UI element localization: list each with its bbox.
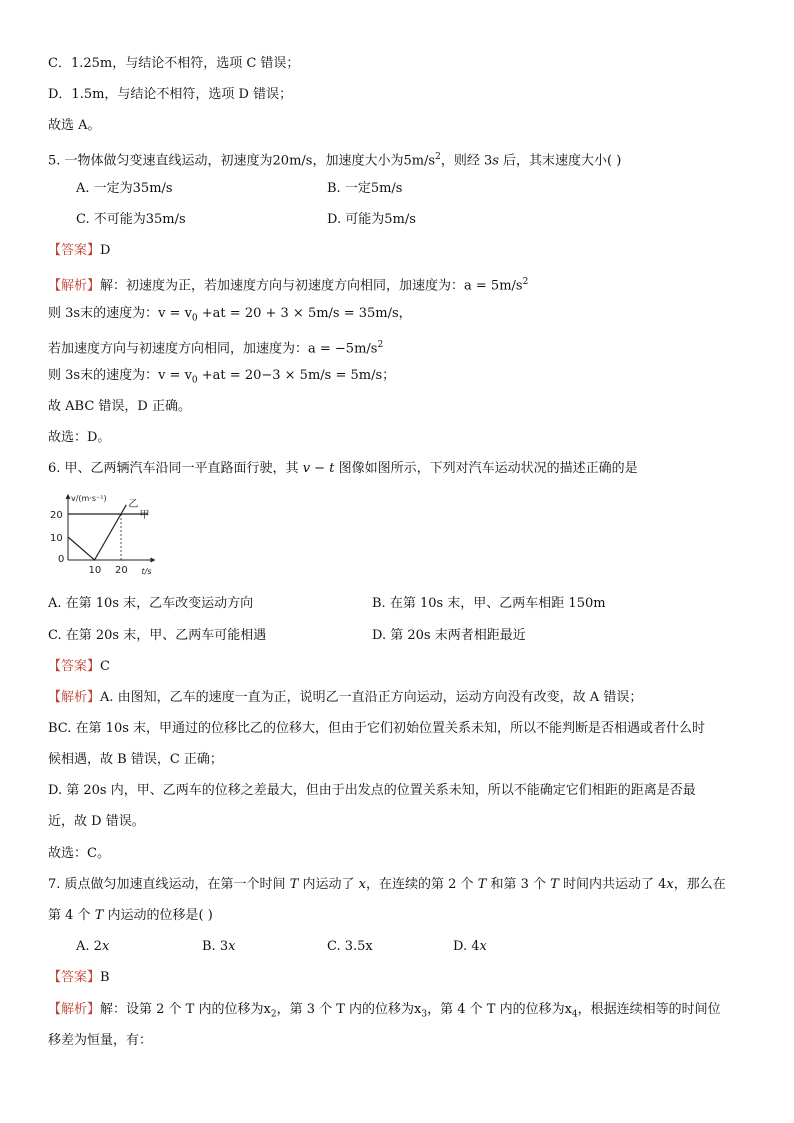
y-axis-label: v/(m·s⁻¹) (71, 493, 107, 503)
q7-option-b: B. 3x (202, 939, 236, 954)
q7-answer: 【答案】B (48, 970, 110, 985)
q5-option-c: C. 不可能为35m/s (76, 212, 186, 227)
q7-option-d: D. 4x (453, 939, 487, 954)
q5-analysis-line-5: 故 ABC 错误，D 正确。 (48, 399, 191, 414)
y-tick-label: 10 (50, 533, 63, 544)
prev-option-d-text: D．1.5m，与结论不相符，选项 D 错误； (48, 87, 293, 102)
series-label-jia: 甲 (139, 510, 150, 521)
q5-option-a: A. 一定为35m/s (76, 181, 173, 196)
x-axis-arrow (151, 558, 156, 563)
q5-analysis-line-4: 则 3s末的速度为：$v = v_0 +at = 20-3 \times 5m/s = 5m/s$； (48, 368, 396, 386)
q5-analysis-line-1: 【解析】解：初速度为正，若加速度方向与初速度方向相同，加速度为：$a = 5m/s^2$ (48, 277, 529, 294)
q6-stem: 6. 甲、乙两辆汽车沿同一平直路面行驶，其 v − t 图像如图所示，下列对汽车运动状况的描述正确的是 (48, 461, 638, 476)
series-line-yi (68, 505, 126, 560)
q6-analysis-line-5: 近，故 D 错误。 (48, 814, 145, 829)
q7-stem-line-1: 7. 质点做匀加速直线运动，在第一个时间 T 内运动了 x，在连续的第 2 个 T 和第 3 个 T 时间内共运动了 4x，那么在 (48, 877, 726, 892)
q5-analysis-line-6: 故选：D。 (48, 430, 111, 445)
q7-analysis-line-1: 【解析】解：设第 2 个 T 内的位移为$x_2$，第 3 个 T 内的位移为$x_3$，第 4 个 T 内的位移为$x_4$，根据连续相等的时间位 (48, 1002, 721, 1020)
q7-option-c: C. 3.5x (327, 939, 373, 954)
q5-answer: 【答案】D (48, 243, 111, 258)
q7-analysis-line-2: 移差为恒量，有： (48, 1033, 153, 1048)
vt-graph (48, 490, 168, 578)
y-axis-arrow (66, 494, 71, 499)
prev-final-answer: 故选 A。 (48, 118, 101, 133)
q6-answer: 【答案】C (48, 659, 110, 674)
x-tick-label: 0 (58, 554, 65, 565)
q5-analysis-line-2: 则 3s末的速度为：$v = v_0 +at = 20 + 3 \times 5m/s = 35m/s$， (48, 306, 412, 324)
q6-option-c: C. 在第 20s 末，甲、乙两车可能相遇 (48, 628, 267, 643)
y-tick-label: 20 (50, 510, 63, 521)
q5-stem: 5. 一物体做匀变速直线运动，初速度为20m/s，加速度大小为$5m/s^2$，则经 3s 后，其末速度大小( ) (48, 152, 622, 169)
q6-option-b: B. 在第 10s 末，甲、乙两车相距 150m (372, 596, 606, 611)
q6-analysis-line-1: 【解析】A. 由图知，乙车的速度一直为正，说明乙一直沿正方向运动，运动方向没有改变，故 A 错误； (48, 690, 643, 705)
x-tick-label: 20 (115, 565, 128, 576)
x-axis-label: t/s (141, 567, 152, 576)
q6-analysis-line-6: 故选：C。 (48, 846, 110, 861)
x-tick-label: 10 (88, 565, 102, 576)
q7-stem-line-2: 第 4 个 T 内运动的位移是( ) (48, 908, 213, 923)
q6-analysis-line-3: 候相遇，故 B 错误，C 正确； (48, 752, 223, 767)
q5-option-d: D. 可能为5m/s (327, 212, 416, 227)
prev-option-c-text: C．1.25m，与结论不相符，选项 C 错误； (48, 56, 300, 71)
q5-analysis-line-3: 若加速度方向与初速度方向相同，加速度为：$a = -5m/s^2$ (48, 340, 384, 357)
q6-analysis-line-4: D. 第 20s 内，甲、乙两车的位移之差最大，但由于出发点的位置关系未知，所以不能确定它们相距的距离是否最 (48, 783, 696, 798)
q5-option-b: B. 一定5m/s (327, 181, 403, 196)
q6-option-a: A. 在第 10s 末，乙车改变运动方向 (48, 596, 254, 611)
series-label-yi: 乙 (128, 498, 139, 510)
q6-option-d: D. 第 20s 末两者相距最近 (372, 628, 526, 643)
q6-analysis-line-2: BC. 在第 10s 末，甲通过的位移比乙的位移大，但由于它们初始位置关系未知，所以不能判断是否相遇或者什么时 (48, 721, 706, 736)
q7-option-a: A. 2x (76, 939, 110, 954)
